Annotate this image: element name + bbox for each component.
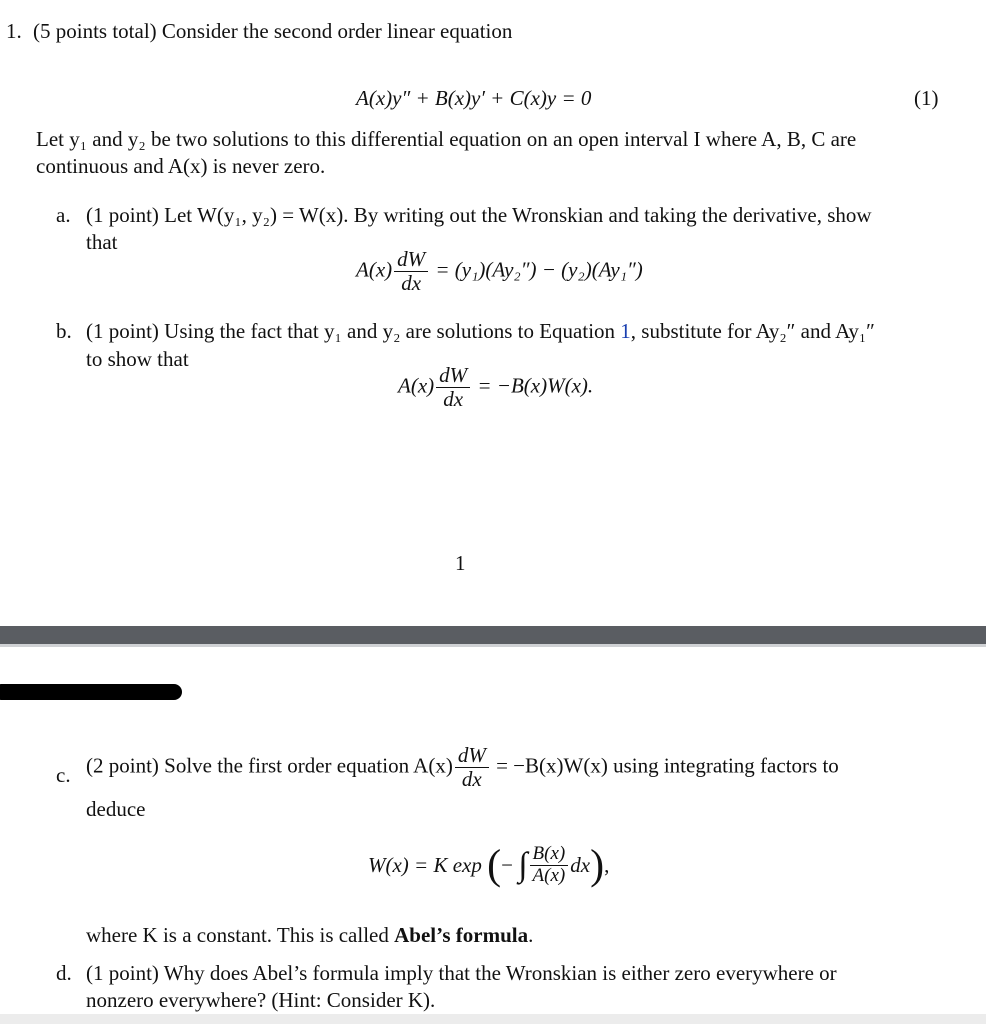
part-c-text-pre: (2 point) Solve the first order equation A(x)	[86, 753, 453, 778]
abel-dx: dx	[570, 852, 591, 877]
equation-reference-link[interactable]: 1	[620, 319, 631, 343]
intro-line-1: Let y₁ and y₂ be two solutions to this differential equation on an open interval I where A, B, C are	[36, 127, 857, 151]
page-number: 1	[455, 551, 466, 575]
part-b-eq-lhs: A(x)	[398, 373, 435, 398]
part-b-equation	[398, 364, 593, 411]
part-b-eq-rhs: = −B(x)W(x).	[477, 373, 594, 398]
part-c-derivative-fraction	[455, 744, 489, 791]
abel-description	[86, 922, 533, 949]
part-c-eq-den: dx	[461, 767, 482, 792]
abel-lhs: W(x) = K exp	[368, 852, 482, 877]
equation-1: A(x)y″ + B(x)y′ + C(x)y = 0	[356, 86, 592, 110]
right-paren-glyph: )	[590, 842, 605, 889]
page-divider	[0, 626, 986, 644]
part-a-eq-den: dx	[401, 271, 422, 296]
problem-header	[6, 18, 512, 45]
part-b-eq-den: dx	[443, 387, 464, 412]
abel-where-pre: where K is a constant. This is called	[86, 923, 395, 947]
problem-header-text: (5 points total) Consider the second order linear equation	[33, 19, 513, 43]
abel-formula-name: Abel’s formula	[394, 923, 529, 947]
abel-where-post: .	[528, 923, 534, 947]
intro-line-2: continuous and A(x) is never zero.	[36, 154, 326, 178]
part-c-label: c.	[56, 763, 71, 787]
part-a-eq-lhs: A(x)	[356, 257, 393, 282]
part-d-label: d.	[56, 961, 72, 985]
redaction-mark	[0, 684, 182, 700]
part-a-eq-rhs: = (y₁)(Ay₂″) − (y₂)(Ay₁″)	[435, 257, 643, 282]
part-b-text-pre: (1 point) Using the fact that y₁ and y₂ are solutions to Equation	[86, 319, 621, 343]
part-b-text-line-2: to show that	[86, 347, 189, 371]
abel-fraction	[530, 844, 569, 887]
part-b-eq-num: dW	[436, 364, 470, 388]
part-d-text-line-1: (1 point) Why does Abel’s formula imply that the Wronskian is either zero everywhere or	[86, 961, 837, 985]
part-a-text-line-1: (1 point) Let W(y₁, y₂) = W(x). By writing out the Wronskian and taking the derivative, show	[86, 203, 872, 227]
minus-glyph: −	[501, 852, 513, 877]
part-c-eq-num: dW	[455, 744, 489, 768]
part-d-text-line-2: nonzero everywhere? (Hint: Consider K).	[86, 988, 436, 1012]
part-c-text-post: = −B(x)W(x) using integrating factors to	[496, 753, 839, 778]
problem-number: 1.	[6, 19, 22, 43]
abel-num: B(x)	[530, 844, 569, 866]
part-b-text-post: , substitute for Ay₂″ and Ay₁″	[630, 319, 875, 343]
left-paren-glyph: (	[487, 842, 502, 889]
part-c-text-line-2: deduce	[86, 797, 146, 821]
bottom-shadow	[0, 1014, 986, 1024]
abel-den: A(x)	[532, 864, 566, 886]
part-b-text-line-1	[86, 318, 875, 345]
part-a-derivative-fraction	[394, 248, 428, 295]
part-a-label: a.	[56, 203, 71, 227]
part-a-equation	[356, 248, 643, 295]
abel-formula	[368, 844, 609, 887]
part-b-label: b.	[56, 319, 72, 343]
part-a-eq-num: dW	[394, 248, 428, 272]
equation-1-tag: (1)	[914, 86, 939, 110]
integral-glyph: ∫	[518, 846, 528, 884]
part-b-derivative-fraction	[436, 364, 470, 411]
abel-end: ,	[604, 852, 610, 877]
part-a-text-line-2: that	[86, 230, 118, 254]
part-c-text-line-1	[86, 744, 839, 791]
